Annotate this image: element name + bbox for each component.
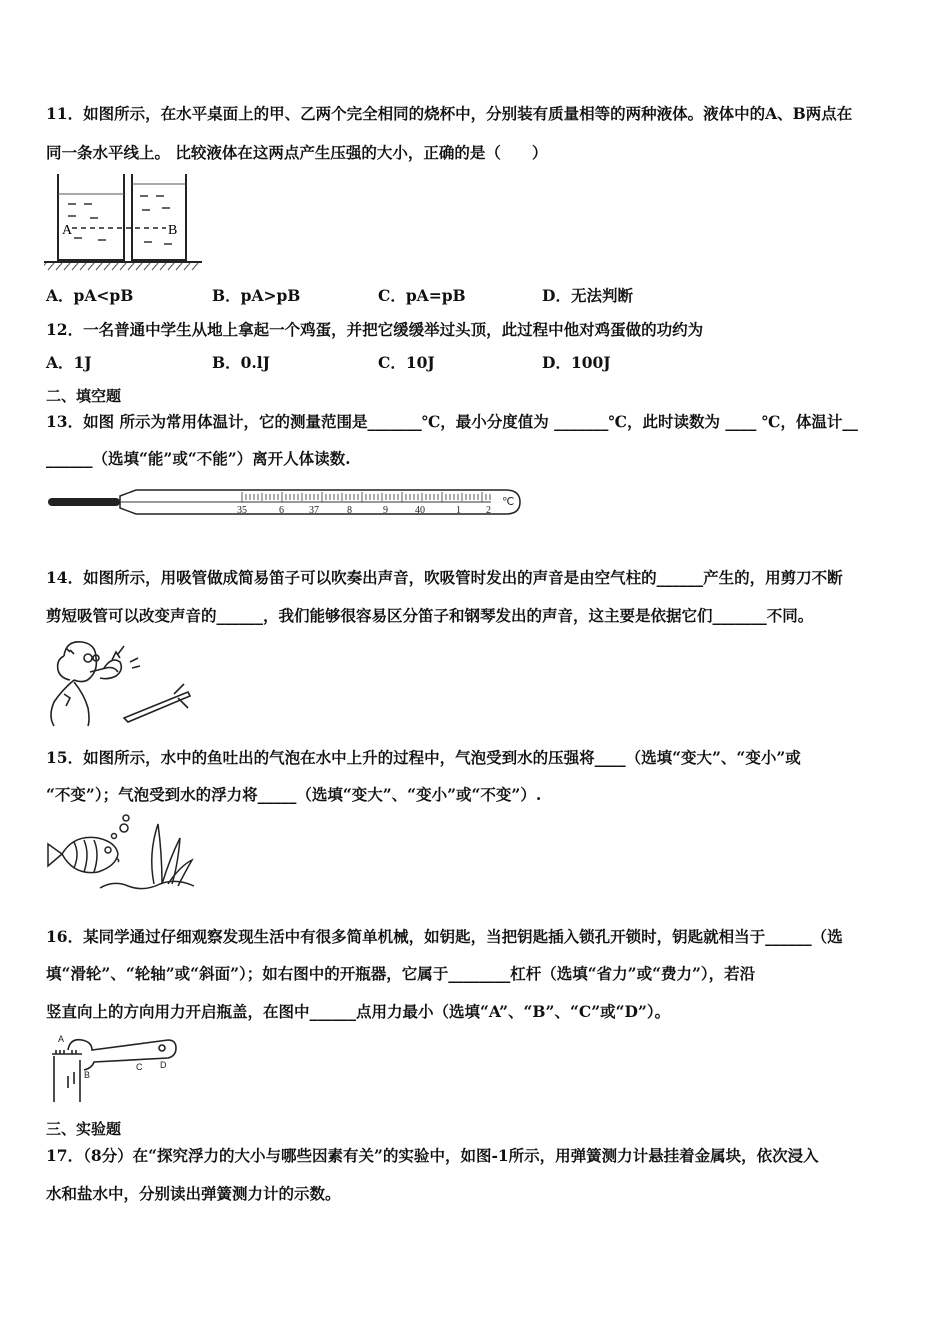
q11-line2: 同一条水平线上。 比较液体在这两点产生压强的大小，正确的是（ ） <box>46 143 548 162</box>
scale-2: 2 <box>486 505 491 516</box>
q16-line2: 填“滑轮”、“轮轴”或“斜面”）；如右图中的开瓶器，它属于________杠杆（选填“省力”或“费力”），若沿 <box>46 964 756 983</box>
scale-37: 37 <box>309 505 319 516</box>
q11-option-c: C．pA=pB <box>378 286 466 305</box>
q17-line2: 水和盐水中，分别读出弹簧测力计的示数。 <box>46 1184 341 1203</box>
section-heading-experiment: 三、实验题 <box>46 1120 122 1138</box>
beaker-label-b: B <box>168 223 178 238</box>
opener-label-c: C <box>136 1062 143 1072</box>
opener-label-a: A <box>58 1034 65 1044</box>
q11-option-b: B．pA>pB <box>212 286 301 305</box>
scale-8: 8 <box>347 505 352 516</box>
opener-label-b: B <box>84 1070 91 1080</box>
opener-label-d: D <box>160 1060 167 1070</box>
straw-flute-figure <box>44 636 204 728</box>
beaker-label-a: A <box>62 223 73 238</box>
scale-1: 1 <box>456 505 461 516</box>
scale-35: 35 <box>237 505 247 516</box>
q14-line1: 14．如图所示，用吸管做成简易笛子可以吹奏出声音，吹吸管时发出的声音是由空气柱的______产生的，用剪刀不断 <box>46 568 843 587</box>
thermometer-figure <box>46 484 526 520</box>
q14-line2: 剪短吸管可以改变声音的______，我们能够很容易区分笛子和钢琴发出的声音，这主要是依据它们_______不同。 <box>46 606 814 625</box>
q12-option-c: C．10J <box>378 353 435 372</box>
q13-line2: ______（选填“能”或“不能”）离开人体读数. <box>46 449 351 468</box>
scale-6: 6 <box>279 505 284 516</box>
q16-line3: 竖直向上的方向用力开启瓶盖，在图中______点用力最小（选填“A”、“B”、“C”或“D”）。 <box>46 1002 671 1021</box>
scale-40: 40 <box>415 505 425 516</box>
scale-unit: ℃ <box>502 496 515 508</box>
beakers-figure <box>44 172 204 272</box>
section-heading-fill: 二、填空题 <box>46 387 122 405</box>
q13-line1: 13．如图 所示为常用体温计，它的测量范围是_______℃，最小分度值为 _______℃，此时读数为 ____ ℃，体温计__ <box>46 412 858 431</box>
bottle-opener-figure <box>44 1032 180 1104</box>
q12-line1: 12．一名普通中学生从地上拿起一个鸡蛋，并把它缓缓举过头顶，此过程中他对鸡蛋做的功约为 <box>46 320 704 339</box>
q11-option-d: D．无法判断 <box>542 286 633 305</box>
q15-line2: “不变”）；气泡受到水的浮力将_____（选填“变大”、“变小”或“不变”）. <box>46 785 542 804</box>
q12-option-a: A．1J <box>46 353 92 372</box>
q11-line1: 11．如图所示，在水平桌面上的甲、乙两个完全相同的烧杯中，分别装有质量相等的两种液体。液体中的A、B两点在 <box>46 104 853 123</box>
q15-line1: 15．如图所示，水中的鱼吐出的气泡在水中上升的过程中，气泡受到水的压强将____（选填“变大”、“变小”或 <box>46 748 801 767</box>
scale-9: 9 <box>383 505 388 516</box>
q17-line1: 17．（8分）在“探究浮力的大小与哪些因素有关”的实验中，如图-1所示，用弹簧测力计悬挂着金属块，依次浸入 <box>46 1146 819 1165</box>
q12-option-b: B．0.lJ <box>212 353 271 372</box>
q16-line1: 16．某同学通过仔细观察发现生活中有很多简单机械，如钥匙，当把钥匙插入锁孔开锁时，钥匙就相当于______（选 <box>46 927 843 946</box>
q12-option-d: D．100J <box>542 353 611 372</box>
q11-option-a: A．pA<pB <box>46 286 134 305</box>
fish-bubble-figure <box>44 814 204 896</box>
